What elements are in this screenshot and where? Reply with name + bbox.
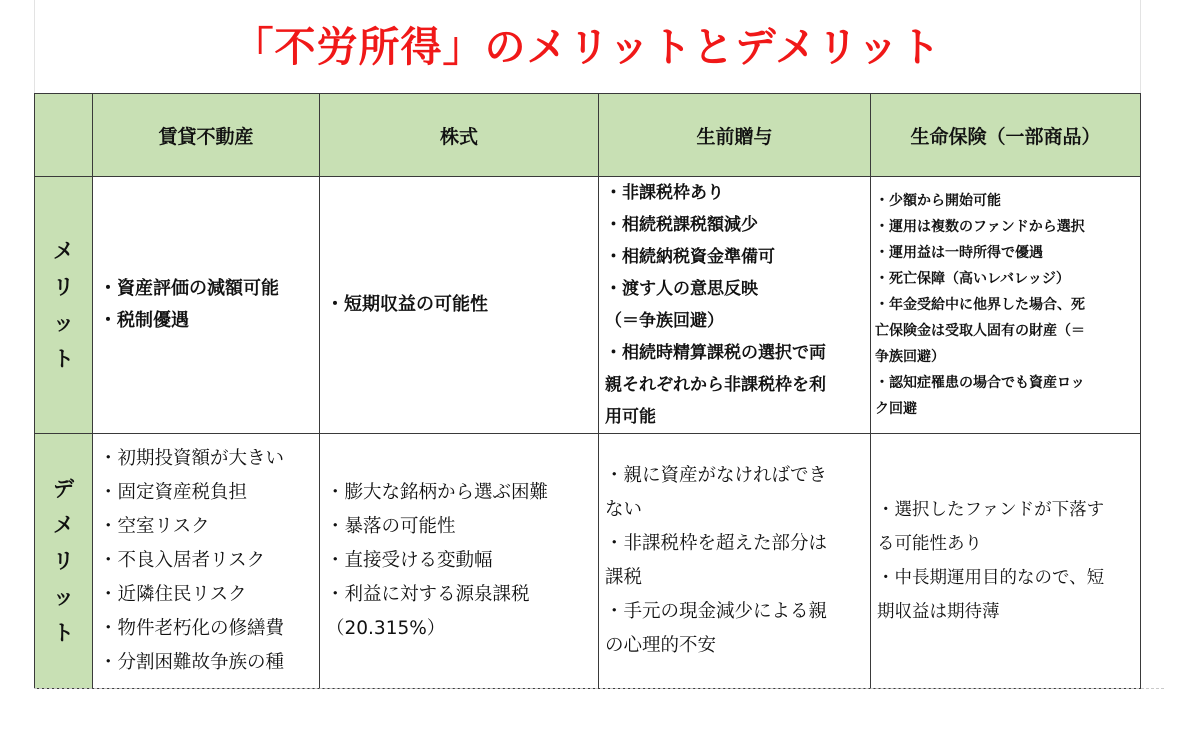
demerit-insurance-item: 期収益は期待薄 [877, 602, 1000, 622]
demerit-stocks-item: ・膨大な銘柄から選ぶ困難 [326, 482, 549, 503]
merit-gift-item: ・相続税課税額減少 [605, 215, 758, 235]
demerit-gift-item: ない [605, 499, 643, 520]
header-corner [35, 94, 93, 177]
title-area [34, 0, 1140, 93]
merit-insurance-item: ・運用益は一時所得で優遇 [875, 245, 1043, 261]
demerit-stocks-item: （20.315%） [326, 618, 446, 639]
demerit-gift-item: ・非課税枠を超えた部分は [605, 533, 828, 554]
row-label-merit [35, 177, 93, 434]
demerit-gift-item: の心理的不安 [605, 635, 717, 656]
row-label-char: ト [53, 621, 74, 645]
merit-row [35, 177, 1141, 434]
demerit-stocks-item: ・直接受ける変動幅 [326, 550, 493, 571]
row-label-char: ッ [53, 585, 74, 609]
demerit-gift-cell [599, 434, 871, 689]
demerit-real-estate-item: ・分割困難故争族の種 [99, 652, 285, 673]
comparison-table [34, 93, 1141, 689]
sheet-gridline [1140, 0, 1141, 93]
row-label-char: リ [53, 549, 74, 573]
merit-gift-cell [599, 177, 871, 434]
header-insurance: 生命保険（一部商品） [871, 94, 1141, 177]
header-row [35, 94, 1141, 177]
header-gift: 生前贈与 [599, 94, 871, 177]
row-label-char: メ [53, 513, 74, 537]
header-stocks: 株式 [320, 94, 599, 177]
merit-real-estate-item: ・資産評価の減額可能 [99, 278, 279, 299]
demerit-real-estate-item: ・近隣住民リスク [99, 584, 247, 605]
merit-stocks-cell [320, 177, 599, 434]
merit-insurance-item: ク回避 [875, 401, 917, 417]
merit-gift-item: ・渡す人の意思反映 [605, 279, 758, 299]
demerit-real-estate-item: ・初期投資額が大きい [99, 448, 285, 469]
demerit-insurance-cell [871, 434, 1141, 689]
row-label-char: リ [53, 275, 74, 299]
demerit-stocks-item: ・暴落の可能性 [326, 516, 456, 537]
row-label-char: デ [53, 477, 74, 501]
merit-real-estate-cell [93, 177, 320, 434]
merit-gift-item: ・相続時精算課税の選択で両 [605, 343, 826, 363]
row-label-demerit [35, 434, 93, 689]
merit-insurance-item: ・認知症罹患の場合でも資産ロッ [875, 375, 1085, 391]
merit-gift-item: ・非課税枠あり [605, 183, 724, 203]
demerit-real-estate-item: ・空室リスク [99, 516, 210, 537]
merit-gift-item: （＝争族回避） [605, 311, 724, 331]
merit-insurance-item: 亡保険金は受取人固有の財産（＝ [875, 323, 1085, 339]
merit-insurance-item: 争族回避） [875, 349, 945, 365]
row-label-char: ッ [53, 311, 74, 335]
sheet-page-break [34, 688, 1164, 689]
demerit-insurance-item: ・選択したファンドが下落す [877, 500, 1105, 520]
demerit-row [35, 434, 1141, 689]
demerit-gift-item: ・親に資産がなければでき [605, 465, 828, 486]
row-label-char: ト [53, 347, 74, 371]
merit-gift-item: 用可能 [605, 407, 656, 427]
demerit-stocks-cell [320, 434, 599, 689]
merit-gift-item: ・相続納税資金準備可 [605, 247, 775, 267]
merit-gift-item: 親それぞれから非課税枠を利 [605, 375, 826, 395]
demerit-real-estate-item: ・物件老朽化の修繕費 [99, 618, 285, 639]
merit-insurance-item: ・運用は複数のファンドから選択 [875, 219, 1085, 235]
demerit-gift-item: 課税 [605, 567, 643, 588]
header-real-estate: 賃貸不動産 [93, 94, 320, 177]
demerit-insurance-item: ・中長期運用目的なので、短 [877, 568, 1105, 588]
merit-insurance-item: ・少額から開始可能 [875, 193, 1001, 209]
demerit-real-estate-item: ・不良入居者リスク [99, 550, 266, 571]
merit-real-estate-item: ・税制優遇 [99, 310, 189, 331]
page-title: 「不労所得」のメリットとデメリット [232, 23, 942, 71]
merit-insurance-item: ・年金受給中に他界した場合、死 [875, 297, 1085, 313]
merit-insurance-item: ・死亡保障（高いレバレッジ） [875, 271, 1070, 287]
row-label-char: メ [53, 239, 74, 263]
merit-stocks-item: ・短期収益の可能性 [326, 294, 488, 315]
demerit-insurance-item: る可能性あり [877, 534, 982, 554]
demerit-real-estate-item: ・固定資産税負担 [99, 482, 248, 503]
demerit-gift-item: ・手元の現金減少による親 [605, 601, 828, 622]
demerit-stocks-item: ・利益に対する源泉課税 [326, 584, 530, 605]
demerit-real-estate-cell [93, 434, 320, 689]
merit-insurance-cell [871, 177, 1141, 434]
